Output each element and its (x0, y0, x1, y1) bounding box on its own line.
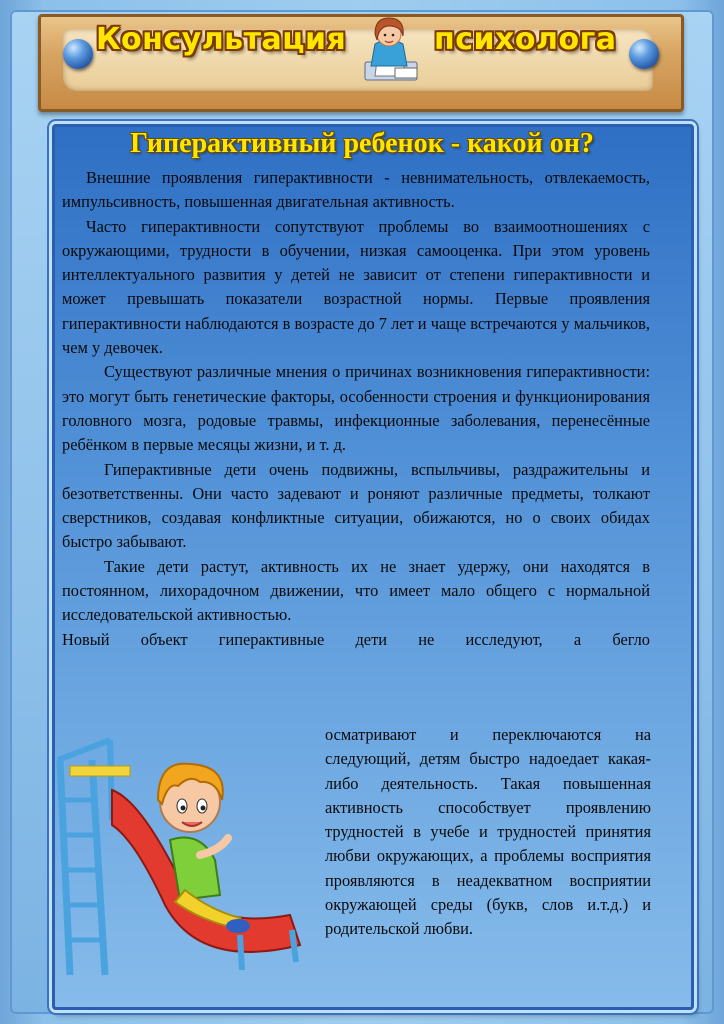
paragraph: Внешние проявления гиперактивности - невнимательность, отвлекаемость, импульсивность, повышенная двигательная активность. (62, 168, 650, 212)
paragraph: Часто гиперактивности сопутствуют проблемы во взаимоотношениях с окружающими, трудности в обучении, низкая самооценка. При этом уровень интеллектуального развития у детей не зависит от степени гиперактивности и может превышать показатели возрастной нормы. Первые проявления гиперактивности наблюдаются в возрасте до 7 лет и чаще встречаются у мальчиков, чем у девочек. (62, 216, 650, 358)
pin-left-icon (63, 39, 93, 69)
article-body (62, 166, 650, 652)
paragraph: Такие дети растут, активность их не знает удержу, они находятся в постоянном, лихорадочном движении, что имеет мало общего с нормальной исследовательской активностью. (62, 556, 650, 625)
paragraph: Новый объект гиперактивные дети не исследуют, а бегло (62, 629, 650, 649)
child-on-slide-icon (50, 730, 310, 980)
teacher-reading-icon (355, 14, 425, 92)
paragraph: Гиперактивные дети очень подвижны, вспыльчивы, раздражительны и безответственны. Они часто задевают и роняют различные предметы, толкают сверстников, создавая конфликтные ситуации, обижаются, но о своих обидах быстро забывают. (62, 459, 650, 552)
pin-right-icon (629, 39, 659, 69)
header-title-left: Консультация (96, 22, 347, 57)
wrapped-paragraph: осматривают и переключаются на следующий, детям быстро надоедает какая-либо деятельность. Такая повышенная активность способствует проявлению трудностей в учебе и трудностей принятия любви окружающих, а проблемы восприятия проявляются в неадекватном восприятии окружающей среды (букв, слов и.т.д.) и родительской любви. (325, 725, 651, 939)
article-heading: Гиперактивный ребенок - какой он? (130, 128, 594, 159)
paragraph: Существуют различные мнения о причинах возникновения гиперактивности: это могут быть генетические факторы, особенности строения и функционирования головного мозга, родовые травмы, инфекционные заболевания, перенесённые ребёнком в первые месяцы жизни, и т. д. (62, 362, 650, 455)
header-title-right: психолога (434, 22, 617, 57)
